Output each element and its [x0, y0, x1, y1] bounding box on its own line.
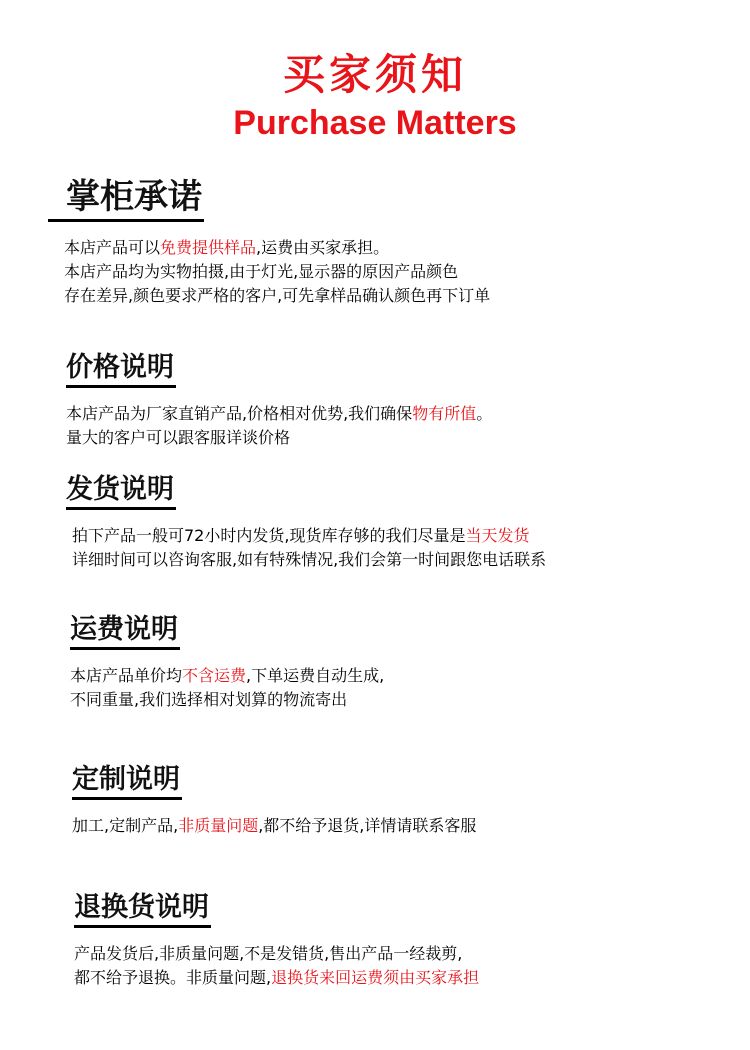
section-heading: 定制说明 [72, 764, 182, 800]
section-shipping [66, 474, 546, 572]
highlight-text: 退换货来回运费须由买家承担 [271, 968, 480, 988]
highlight-text: 物有所值 [412, 404, 477, 424]
highlight-text: 免费提供样品 [160, 238, 257, 258]
text-line: 存在差异,颜色要求严格的客户,可先拿样品确认颜色再下订单 [64, 286, 491, 306]
page-subtitle: Purchase Matters [233, 104, 517, 142]
text-line: 都不给予退换。非质量问题,退换货来回运费须由买家承担 [74, 968, 480, 988]
highlight-text: 不含运费 [182, 666, 247, 686]
highlight-text: 非质量问题 [178, 816, 259, 836]
section-shopkeeper-promise [48, 178, 490, 308]
section-freight [70, 614, 384, 712]
section-price [66, 352, 492, 450]
section-body [70, 664, 384, 712]
section-heading: 掌柜承诺 [48, 178, 204, 222]
text-line: 详细时间可以咨询客服,如有特殊情况,我们会第一时间跟您电话联系 [72, 550, 547, 570]
section-body [72, 524, 546, 572]
text-line: 拍下产品一般可72小时内发货,现货库存够的我们尽量是当天发货 [72, 526, 530, 546]
section-custom [72, 764, 476, 838]
section-heading: 价格说明 [66, 352, 176, 388]
section-body [72, 814, 476, 838]
section-body [74, 942, 479, 990]
section-body [64, 236, 490, 308]
section-body [66, 402, 492, 450]
text-line: 量大的客户可以跟客服详谈价格 [66, 428, 291, 448]
highlight-text: 当天发货 [465, 526, 530, 546]
text-line: 本店产品为厂家直销产品,价格相对优势,我们确保物有所值。 [66, 404, 493, 424]
page-title: 买家须知 [282, 50, 467, 99]
section-heading: 发货说明 [66, 474, 176, 510]
text-line: 产品发货后,非质量问题,不是发错货,售出产品一经裁剪, [74, 944, 463, 964]
section-heading: 退换货说明 [74, 892, 211, 928]
text-line: 本店产品单价均不含运费,下单运费自动生成, [70, 666, 385, 686]
text-line: 本店产品可以免费提供样品,运费由买家承担。 [64, 238, 390, 258]
text-line: 本店产品均为实物拍摄,由于灯光,显示器的原因产品颜色 [64, 262, 459, 282]
text-line: 加工,定制产品,非质量问题,都不给予退货,详情请联系客服 [72, 816, 477, 836]
section-return-exchange [74, 892, 479, 990]
section-heading: 运费说明 [70, 614, 180, 650]
text-line: 不同重量,我们选择相对划算的物流寄出 [70, 690, 348, 710]
